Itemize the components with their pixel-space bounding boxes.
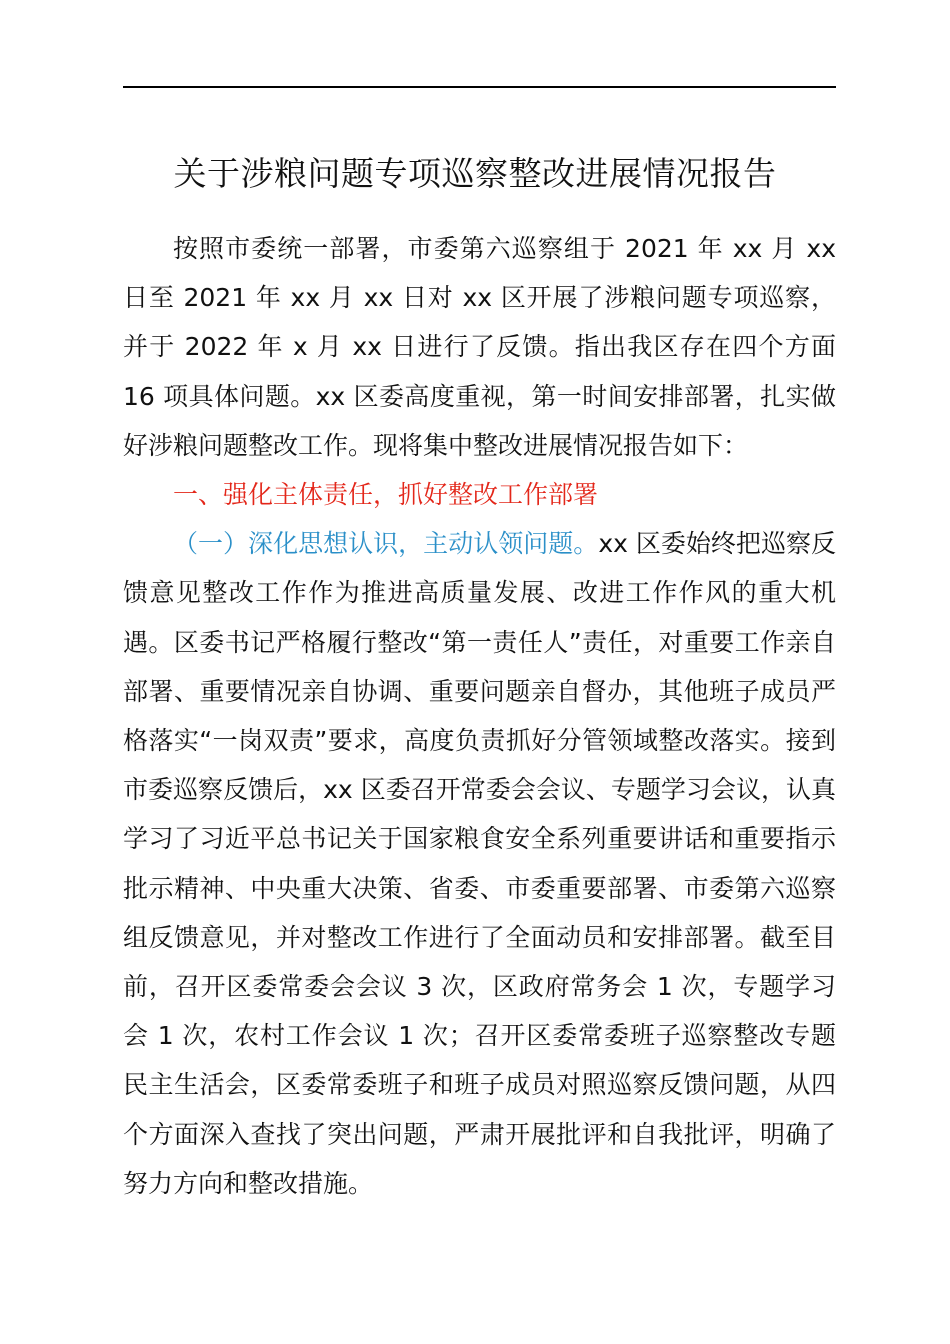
document-title: 关于涉粮问题专项巡察整改进展情况报告 <box>173 154 777 193</box>
section-1-1-paragraph <box>123 519 836 1208</box>
section-1-1-text: xx 区委始终把巡察反馈意见整改工作作为推进高质量发展、改进工作作风的重大机遇。区委书记严格履行整改“第一责任人”责任，对重要工作亲自部署、重要情况亲自协调、重要问题亲自督办，其他班子成员严格落实“一岗双责”要求，高度负责抓好分管领域整改落实。接到市委巡察反馈后，xx 区委召开常委会会议、专题学习会议，认真学习了习近平总书记关于国家粮食安全系列重要讲话和重要指示批示精神、中央重大决策、省委、市委重要部署、市委第六巡察组反馈意见，并对整改工作进行了全面动员和安排部署。截至目前，召开区委常委会会议 3 次，区政府常务会 1 次，专题学习会 1 次，农村工作会议 1 次；召开区委常委班子巡察整改专题民主生活会，区委常委班子和班子成员对照巡察反馈问题，从四个方面深入查找了突出问题，严肃开展批评和自我批评，明确了努力方向和整改措施。 <box>123 529 836 1198</box>
section-1-heading: 一、强化主体责任，抓好整改工作部署 <box>173 480 599 510</box>
header-rule <box>123 86 836 88</box>
section-1-1-heading: （一）深化思想认识，主动认领问题。 <box>173 529 599 559</box>
intro-paragraph: 按照市委统一部署，市委第六巡察组于 2021 年 xx 月 xx 日至 2021 年 xx 月 xx 日对 xx 区开展了涉粮问题专项巡察，并于 2022 年 x 月 xx 日进行了反馈。指出我区存在四个方面 16 项具体问题。xx 区委高度重视，第一时间安排部署，扎实做好涉粮问题整改工作。现将集中整改进展情况报告如下： <box>123 234 836 460</box>
document-body <box>123 224 836 1208</box>
